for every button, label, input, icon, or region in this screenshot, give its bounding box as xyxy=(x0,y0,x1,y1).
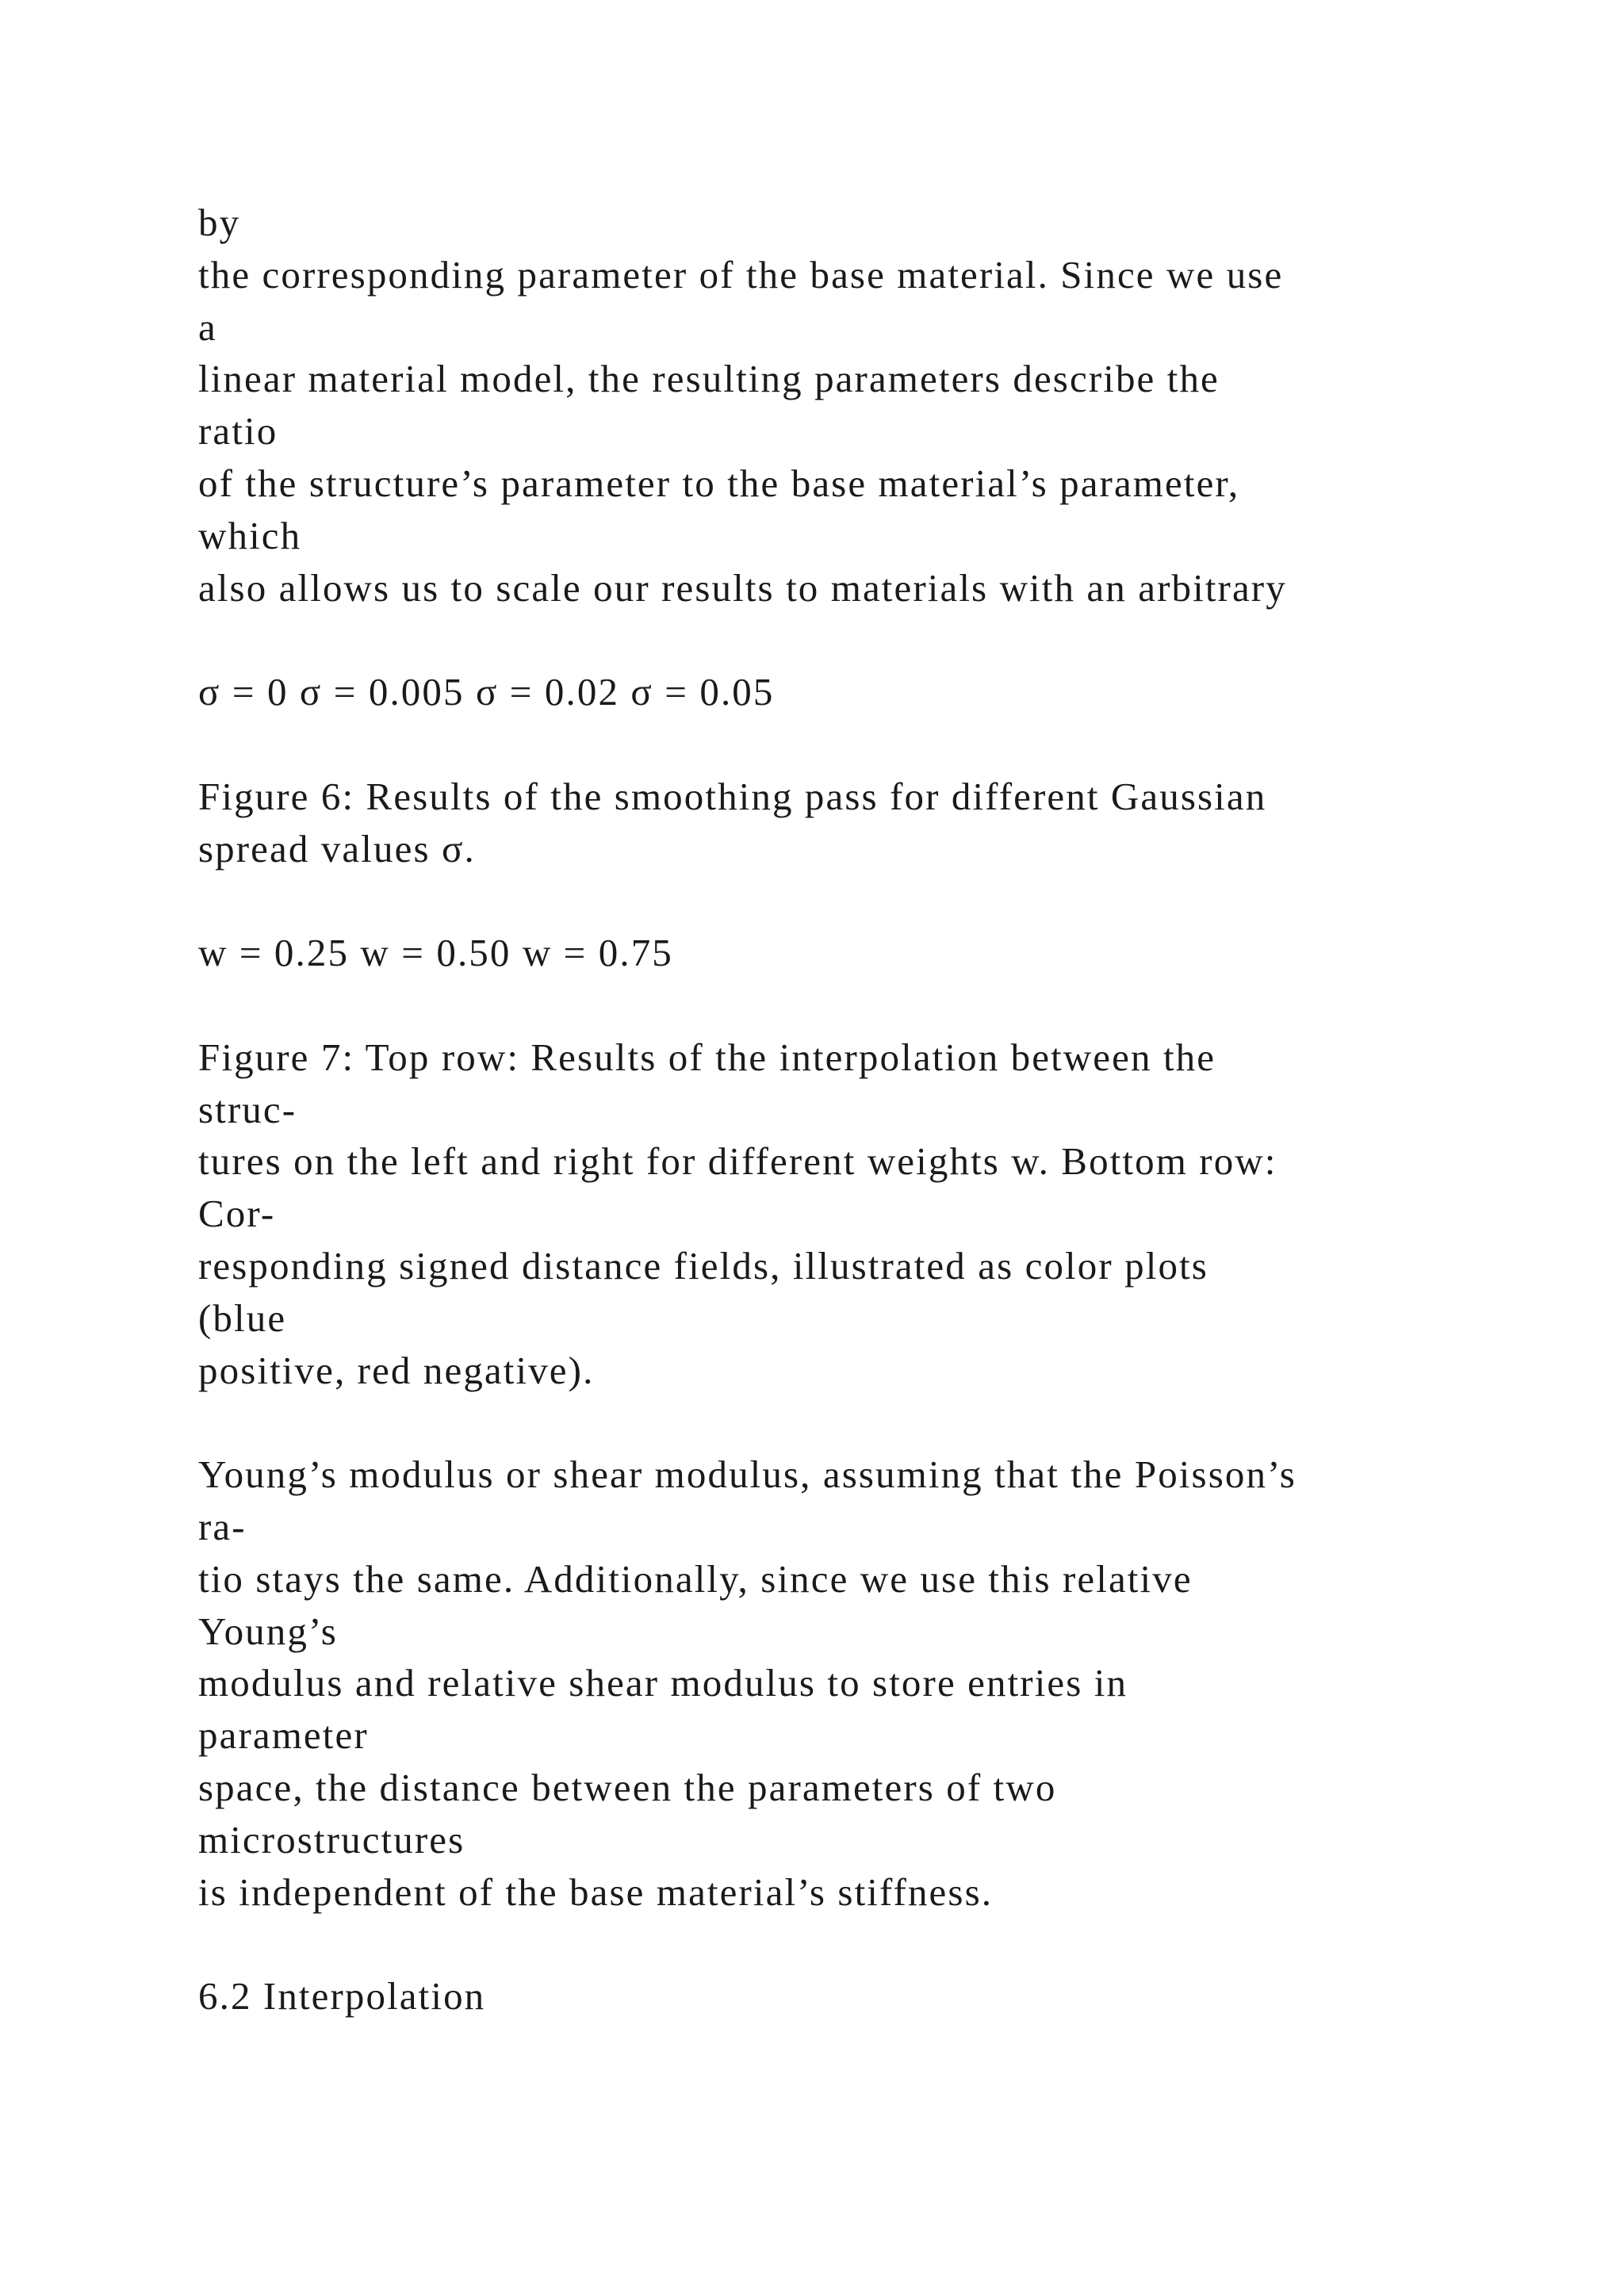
text-line: a xyxy=(198,304,217,349)
figure-6-sigma-labels: σ = 0 σ = 0.005 σ = 0.02 σ = 0.05 xyxy=(198,670,775,714)
text-line: ra- xyxy=(198,1504,247,1548)
figure-7-caption: Cor- xyxy=(198,1192,276,1236)
blank-line xyxy=(198,979,1467,1031)
body-text xyxy=(198,197,1467,2022)
blank-line xyxy=(198,718,1467,771)
figure-7-caption: struc- xyxy=(198,1087,297,1131)
text-line: microstructures xyxy=(198,1817,465,1862)
text-line: also allows us to scale our results to materials with an arbitrary xyxy=(198,565,1287,610)
blank-line xyxy=(198,1396,1467,1448)
figure-6-caption: spread values σ. xyxy=(198,826,476,871)
text-line: linear material model, the resulting parameters describe the xyxy=(198,357,1220,401)
text-line: modulus and relative shear modulus to store entries in xyxy=(198,1661,1128,1705)
text-line: parameter xyxy=(198,1713,369,1758)
figure-7-caption: positive, red negative). xyxy=(198,1348,595,1392)
text-line: ratio xyxy=(198,409,278,453)
text-line: of the structure’s parameter to the base material’s parameter, xyxy=(198,461,1240,505)
text-line: is independent of the base material’s stiffness. xyxy=(198,1869,994,1914)
blank-line xyxy=(198,874,1467,927)
text-line: Young’s xyxy=(198,1609,338,1653)
figure-7-caption: Figure 7: Top row: Results of the interpolation between the xyxy=(198,1035,1216,1079)
text-line: tio stays the same. Additionally, since we use this relative xyxy=(198,1556,1193,1601)
section-heading: 6.2 Interpolation xyxy=(198,1974,486,2019)
blank-line xyxy=(198,614,1467,666)
figure-7-caption: (blue xyxy=(198,1295,287,1340)
figure-7-caption: tures on the left and right for different weights w. Bottom row: xyxy=(198,1139,1277,1184)
text-line: Young’s modulus or shear modulus, assuming that the Poisson’s xyxy=(198,1452,1297,1497)
blank-line xyxy=(198,1918,1467,1970)
text-line: by xyxy=(198,201,241,244)
text-line: space, the distance between the parameters of two xyxy=(198,1765,1057,1809)
figure-7-caption: responding signed distance fields, illustrated as color plots xyxy=(198,1243,1208,1288)
text-line: the corresponding parameter of the base material. Since we use xyxy=(198,252,1284,297)
figure-6-caption: Figure 6: Results of the smoothing pass for different Gaussian xyxy=(198,774,1267,818)
figure-7-weight-labels: w = 0.25 w = 0.50 w = 0.75 xyxy=(198,931,673,975)
text-line: which xyxy=(198,513,302,557)
